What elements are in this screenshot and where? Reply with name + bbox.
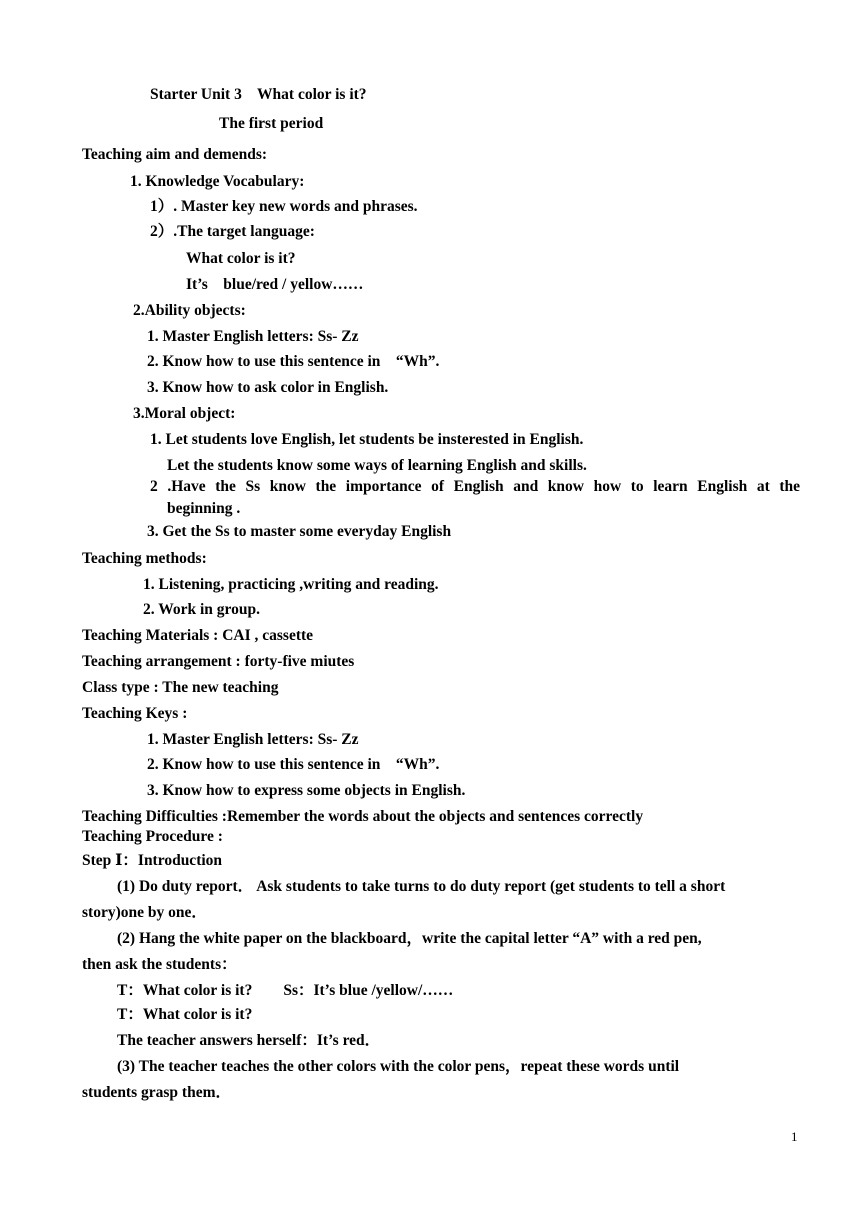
moral-item: 3. Get the Ss to master some everyday English <box>147 523 452 540</box>
moral-heading: 3.Moral object: <box>133 405 236 422</box>
moral-item: 2 .Have the Ss know the importance of English and know how to learn English at the <box>150 478 800 495</box>
dialogue-line: T：What color is it? Ss：It’s blue /yellow/…… <box>117 982 454 999</box>
procedure-paragraph-continued: students grasp them． <box>82 1084 231 1101</box>
key-item: 1. Master English letters: Ss- Zz <box>147 731 359 748</box>
section-heading-procedure: Teaching Procedure : <box>82 828 223 845</box>
difficulties-line: Teaching Difficulties :Remember the words about the objects and sentences correctly <box>82 808 644 825</box>
procedure-paragraph: (2) Hang the white paper on the blackboard，write the capital letter “A” with a red pen, <box>117 930 702 947</box>
knowledge-heading: 1. Knowledge Vocabulary: <box>130 173 305 190</box>
method-item: 1. Listening, practicing ,writing and reading. <box>143 576 439 593</box>
target-language-line: It’s blue/red / yellow…… <box>186 276 364 293</box>
step-heading: Step Ⅰ：Introduction <box>82 852 223 869</box>
moral-item-continued: Let the students know some ways of learning English and skills. <box>167 457 587 474</box>
arrangement-line: Teaching arrangement : forty-five miutes <box>82 653 355 670</box>
procedure-paragraph: (1) Do duty report． Ask students to take turns to do duty report (get students to tell a short <box>117 878 726 895</box>
method-item: 2. Work in group. <box>143 601 261 618</box>
section-heading-keys: Teaching Keys : <box>82 705 188 722</box>
dialogue-line: The teacher answers herself：It’s red． <box>117 1032 381 1049</box>
moral-item-continued: beginning . <box>167 500 241 517</box>
page-number: 1 <box>791 1129 798 1144</box>
ability-item: 1. Master English letters: Ss- Zz <box>147 328 359 345</box>
ability-item: 2. Know how to use this sentence in “Wh”. <box>147 353 440 370</box>
moral-item: 1. Let students love English, let students be insterested in English. <box>150 431 584 448</box>
section-heading-aims: Teaching aim and demends: <box>82 146 268 163</box>
materials-line: Teaching Materials : CAI , cassette <box>82 627 314 644</box>
document-title: Starter Unit 3 What color is it? <box>150 86 367 103</box>
ability-item: 3. Know how to ask color in English. <box>147 379 389 396</box>
key-item: 2. Know how to use this sentence in “Wh”. <box>147 756 440 773</box>
knowledge-item: 2）.The target language: <box>150 223 315 240</box>
ability-heading: 2.Ability objects: <box>133 302 246 319</box>
dialogue-line: T：What color is it? <box>117 1006 253 1023</box>
key-item: 3. Know how to express some objects in English. <box>147 782 466 799</box>
document-subtitle: The first period <box>219 115 324 132</box>
procedure-paragraph: (3) The teacher teaches the other colors with the color pens，repeat these words until <box>117 1058 680 1075</box>
class-type-line: Class type : The new teaching <box>82 679 279 696</box>
procedure-paragraph-continued: story)one by one． <box>82 904 207 921</box>
procedure-paragraph-continued: then ask the students： <box>82 956 237 973</box>
target-language-line: What color is it? <box>186 250 296 267</box>
knowledge-item: 1）. Master key new words and phrases. <box>150 198 418 215</box>
section-heading-methods: Teaching methods: <box>82 550 207 567</box>
